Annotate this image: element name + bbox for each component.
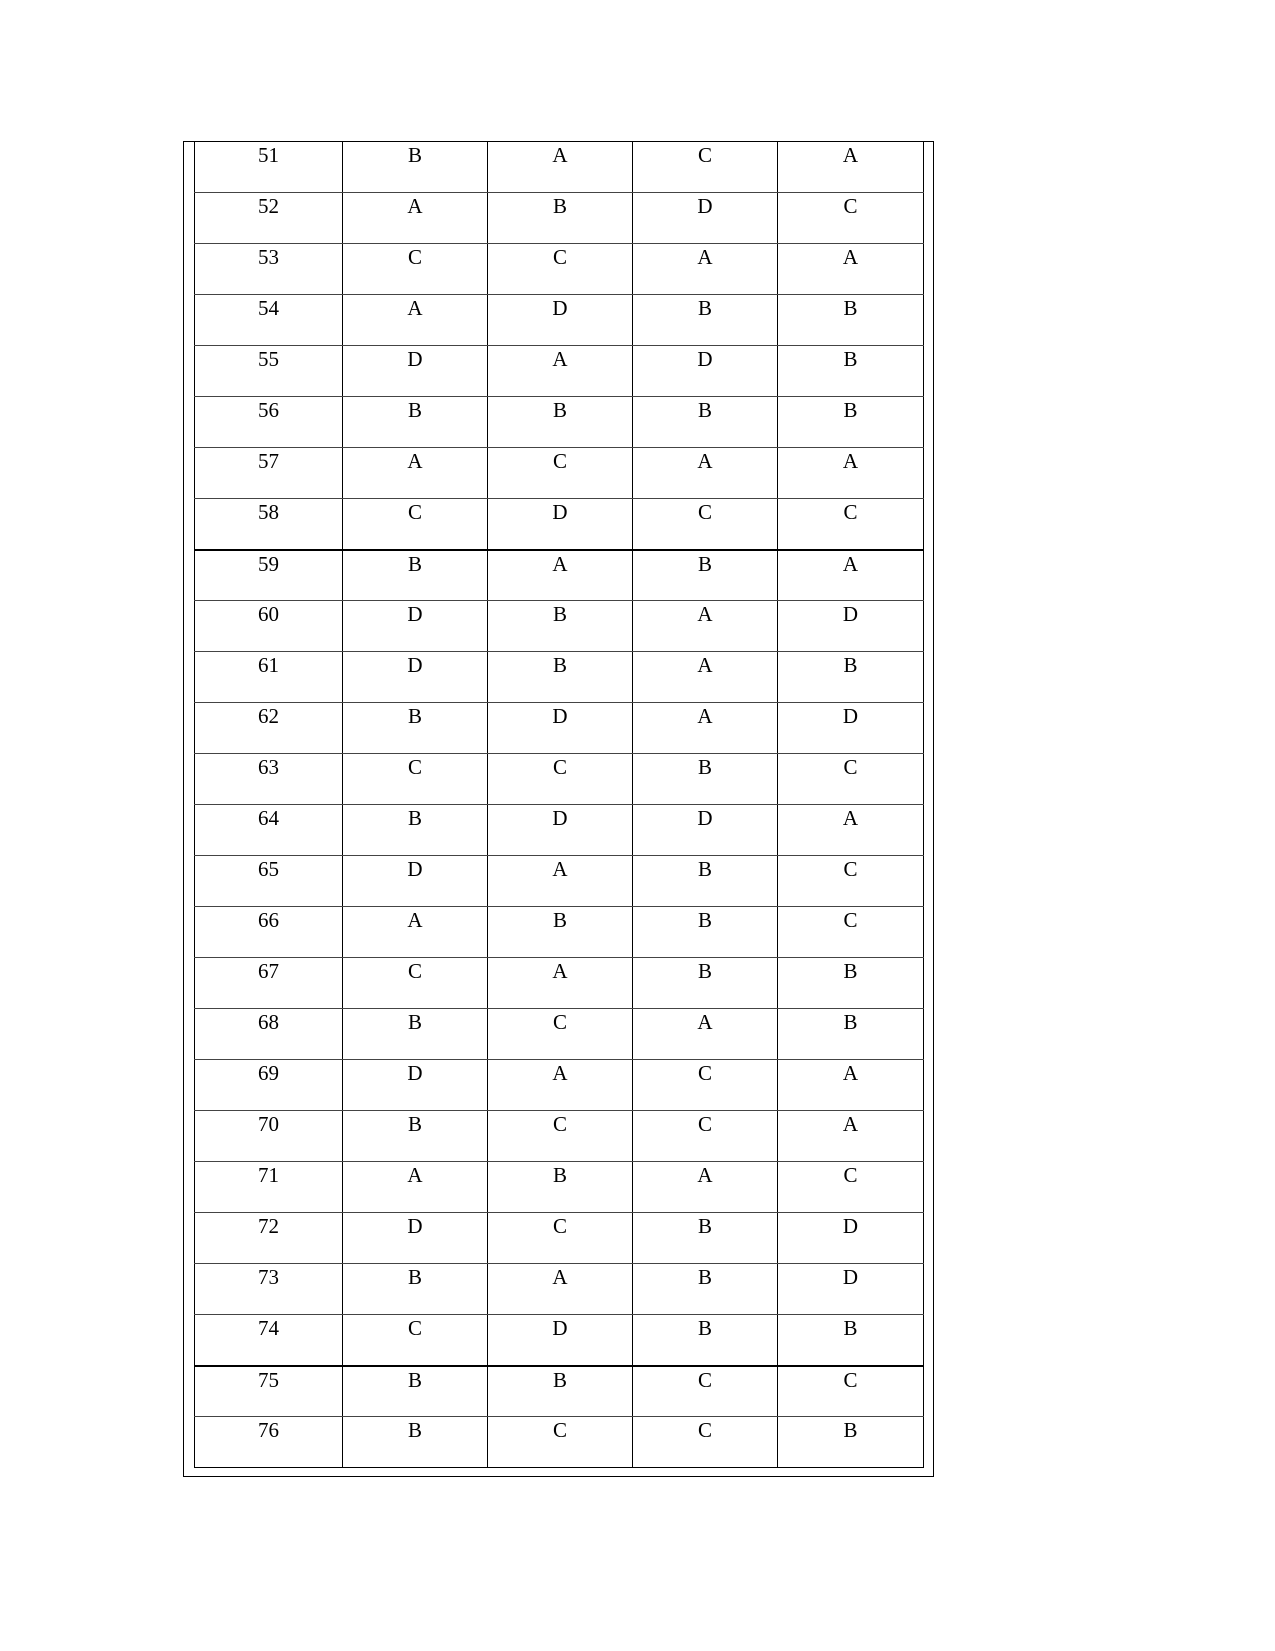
question-number-cell: 69 bbox=[195, 1060, 343, 1111]
answer-cell-set-4: C bbox=[778, 1366, 924, 1417]
answer-cell-set-4: A bbox=[778, 550, 924, 601]
answer-cell-set-3: A bbox=[633, 1009, 778, 1060]
answer-cell-set-4: C bbox=[778, 193, 924, 244]
answer-cell-set-3: D bbox=[633, 805, 778, 856]
question-number-cell: 58 bbox=[195, 499, 343, 550]
question-number-cell: 65 bbox=[195, 856, 343, 907]
answer-cell-set-2: D bbox=[488, 499, 633, 550]
answer-cell-set-1: B bbox=[343, 142, 488, 193]
answer-cell-set-4: C bbox=[778, 856, 924, 907]
answer-cell-set-1: D bbox=[343, 601, 488, 652]
answer-cell-set-2: D bbox=[488, 805, 633, 856]
answer-cell-set-1: B bbox=[343, 703, 488, 754]
answer-cell-set-1: A bbox=[343, 448, 488, 499]
table-row bbox=[195, 601, 924, 652]
table-row bbox=[195, 1366, 924, 1417]
answer-cell-set-3: C bbox=[633, 1060, 778, 1111]
answer-cell-set-4: D bbox=[778, 601, 924, 652]
table-row bbox=[195, 856, 924, 907]
answer-cell-set-1: B bbox=[343, 1111, 488, 1162]
answer-cell-set-2: C bbox=[488, 1417, 633, 1468]
answer-cell-set-3: B bbox=[633, 1264, 778, 1315]
answer-cell-set-2: A bbox=[488, 1060, 633, 1111]
table-row bbox=[195, 550, 924, 601]
answer-cell-set-2: A bbox=[488, 550, 633, 601]
table-row bbox=[195, 958, 924, 1009]
answer-cell-set-3: B bbox=[633, 1213, 778, 1264]
question-number-cell: 70 bbox=[195, 1111, 343, 1162]
answer-cell-set-2: B bbox=[488, 1366, 633, 1417]
answer-cell-set-3: C bbox=[633, 499, 778, 550]
answer-cell-set-3: C bbox=[633, 1111, 778, 1162]
table-row bbox=[195, 397, 924, 448]
answer-cell-set-3: B bbox=[633, 550, 778, 601]
answer-cell-set-3: B bbox=[633, 754, 778, 805]
question-number-cell: 57 bbox=[195, 448, 343, 499]
table-row bbox=[195, 499, 924, 550]
table-row bbox=[195, 1009, 924, 1060]
answer-cell-set-2: C bbox=[488, 1009, 633, 1060]
answer-cell-set-4: B bbox=[778, 1315, 924, 1366]
answer-cell-set-4: A bbox=[778, 448, 924, 499]
answer-cell-set-4: C bbox=[778, 499, 924, 550]
answer-cell-set-2: C bbox=[488, 1213, 633, 1264]
answer-cell-set-2: B bbox=[488, 193, 633, 244]
answer-cell-set-1: A bbox=[343, 1162, 488, 1213]
table-row bbox=[195, 142, 924, 193]
answer-cell-set-1: C bbox=[343, 754, 488, 805]
answer-cell-set-3: B bbox=[633, 295, 778, 346]
table-row bbox=[195, 295, 924, 346]
answer-cell-set-4: C bbox=[778, 1162, 924, 1213]
answer-cell-set-1: A bbox=[343, 907, 488, 958]
answer-cell-set-2: B bbox=[488, 652, 633, 703]
answer-cell-set-1: C bbox=[343, 1315, 488, 1366]
answer-cell-set-1: C bbox=[343, 244, 488, 295]
answer-cell-set-3: B bbox=[633, 907, 778, 958]
answer-cell-set-4: B bbox=[778, 397, 924, 448]
question-number-cell: 67 bbox=[195, 958, 343, 1009]
answer-cell-set-3: C bbox=[633, 1417, 778, 1468]
answer-cell-set-2: A bbox=[488, 1264, 633, 1315]
table-row bbox=[195, 1111, 924, 1162]
answer-cell-set-4: C bbox=[778, 907, 924, 958]
answer-cell-set-1: B bbox=[343, 397, 488, 448]
table-row bbox=[195, 1213, 924, 1264]
answer-cell-set-2: D bbox=[488, 703, 633, 754]
answer-cell-set-2: D bbox=[488, 1315, 633, 1366]
answer-cell-set-2: C bbox=[488, 448, 633, 499]
answer-cell-set-1: A bbox=[343, 193, 488, 244]
answer-cell-set-4: C bbox=[778, 754, 924, 805]
answer-cell-set-2: A bbox=[488, 142, 633, 193]
answer-cell-set-3: D bbox=[633, 346, 778, 397]
answer-cell-set-2: C bbox=[488, 754, 633, 805]
answer-cell-set-3: C bbox=[633, 142, 778, 193]
table-row bbox=[195, 907, 924, 958]
question-number-cell: 72 bbox=[195, 1213, 343, 1264]
answer-cell-set-4: A bbox=[778, 142, 924, 193]
answer-cell-set-2: D bbox=[488, 295, 633, 346]
question-number-cell: 51 bbox=[195, 142, 343, 193]
question-number-cell: 55 bbox=[195, 346, 343, 397]
answer-cell-set-4: B bbox=[778, 1009, 924, 1060]
answer-cell-set-1: B bbox=[343, 805, 488, 856]
answer-cell-set-1: D bbox=[343, 1213, 488, 1264]
answer-cell-set-4: B bbox=[778, 958, 924, 1009]
answer-cell-set-1: B bbox=[343, 1417, 488, 1468]
answer-cell-set-4: A bbox=[778, 1060, 924, 1111]
question-number-cell: 66 bbox=[195, 907, 343, 958]
answer-cell-set-3: A bbox=[633, 601, 778, 652]
answer-key-table bbox=[194, 141, 924, 1468]
answer-cell-set-1: D bbox=[343, 346, 488, 397]
answer-cell-set-1: D bbox=[343, 1060, 488, 1111]
answer-cell-set-2: B bbox=[488, 601, 633, 652]
answer-cell-set-2: C bbox=[488, 1111, 633, 1162]
answer-cell-set-4: A bbox=[778, 805, 924, 856]
answer-cell-set-4: B bbox=[778, 1417, 924, 1468]
answer-cell-set-1: B bbox=[343, 550, 488, 601]
answer-table-body bbox=[195, 142, 924, 1468]
answer-cell-set-2: B bbox=[488, 1162, 633, 1213]
answer-cell-set-2: C bbox=[488, 244, 633, 295]
table-row bbox=[195, 652, 924, 703]
table-row bbox=[195, 193, 924, 244]
question-number-cell: 52 bbox=[195, 193, 343, 244]
answer-cell-set-4: D bbox=[778, 1213, 924, 1264]
answer-cell-set-3: B bbox=[633, 856, 778, 907]
answer-cell-set-3: D bbox=[633, 193, 778, 244]
answer-cell-set-1: C bbox=[343, 958, 488, 1009]
answer-cell-set-1: B bbox=[343, 1009, 488, 1060]
answer-cell-set-1: B bbox=[343, 1366, 488, 1417]
question-number-cell: 75 bbox=[195, 1366, 343, 1417]
answer-cell-set-2: A bbox=[488, 856, 633, 907]
answer-cell-set-1: B bbox=[343, 1264, 488, 1315]
question-number-cell: 74 bbox=[195, 1315, 343, 1366]
question-number-cell: 54 bbox=[195, 295, 343, 346]
table-row bbox=[195, 1264, 924, 1315]
answer-cell-set-3: A bbox=[633, 652, 778, 703]
table-row bbox=[195, 805, 924, 856]
table-row bbox=[195, 1315, 924, 1366]
question-number-cell: 56 bbox=[195, 397, 343, 448]
answer-cell-set-4: A bbox=[778, 1111, 924, 1162]
table-row bbox=[195, 244, 924, 295]
answer-cell-set-4: D bbox=[778, 1264, 924, 1315]
question-number-cell: 68 bbox=[195, 1009, 343, 1060]
answer-cell-set-1: A bbox=[343, 295, 488, 346]
answer-cell-set-1: D bbox=[343, 856, 488, 907]
answer-cell-set-3: C bbox=[633, 1366, 778, 1417]
question-number-cell: 73 bbox=[195, 1264, 343, 1315]
answer-cell-set-3: B bbox=[633, 397, 778, 448]
table-row bbox=[195, 346, 924, 397]
answer-cell-set-3: A bbox=[633, 703, 778, 754]
question-number-cell: 76 bbox=[195, 1417, 343, 1468]
answer-cell-set-2: A bbox=[488, 346, 633, 397]
table-row bbox=[195, 1162, 924, 1213]
answer-cell-set-4: B bbox=[778, 652, 924, 703]
answer-cell-set-3: B bbox=[633, 1315, 778, 1366]
answer-cell-set-4: B bbox=[778, 295, 924, 346]
question-number-cell: 62 bbox=[195, 703, 343, 754]
table-row bbox=[195, 448, 924, 499]
answer-cell-set-2: B bbox=[488, 907, 633, 958]
answer-cell-set-3: A bbox=[633, 448, 778, 499]
question-number-cell: 60 bbox=[195, 601, 343, 652]
table-row bbox=[195, 1060, 924, 1111]
question-number-cell: 71 bbox=[195, 1162, 343, 1213]
table-row bbox=[195, 754, 924, 805]
answer-cell-set-4: B bbox=[778, 346, 924, 397]
answer-cell-set-3: A bbox=[633, 244, 778, 295]
question-number-cell: 63 bbox=[195, 754, 343, 805]
answer-cell-set-4: D bbox=[778, 703, 924, 754]
answer-cell-set-2: B bbox=[488, 397, 633, 448]
answer-cell-set-1: D bbox=[343, 652, 488, 703]
question-number-cell: 53 bbox=[195, 244, 343, 295]
answer-cell-set-1: C bbox=[343, 499, 488, 550]
table-row bbox=[195, 703, 924, 754]
question-number-cell: 61 bbox=[195, 652, 343, 703]
answer-cell-set-4: A bbox=[778, 244, 924, 295]
answer-cell-set-2: A bbox=[488, 958, 633, 1009]
question-number-cell: 59 bbox=[195, 550, 343, 601]
answer-cell-set-3: B bbox=[633, 958, 778, 1009]
answer-cell-set-3: A bbox=[633, 1162, 778, 1213]
table-row bbox=[195, 1417, 924, 1468]
question-number-cell: 64 bbox=[195, 805, 343, 856]
